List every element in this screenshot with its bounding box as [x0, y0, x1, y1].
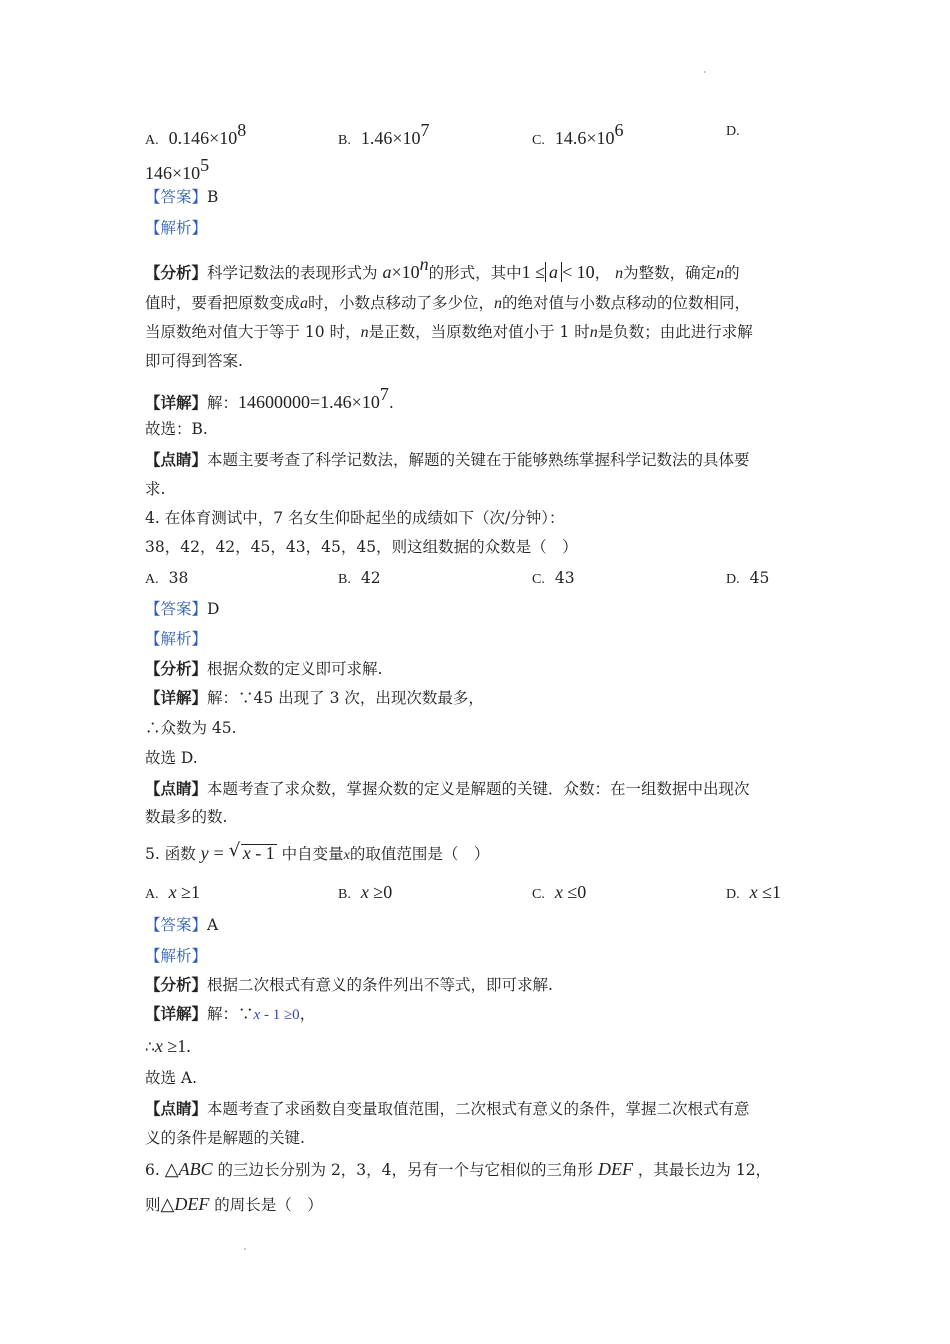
q4-option-c: C. 43: [532, 569, 575, 587]
q4-comment-line2: 数最多的数.: [145, 808, 228, 826]
q3-option-d-value: $146\times 10^5$: [145, 155, 210, 183]
q3-fenxi-line3: 当原数绝对值大于等于 10 时，n是正数，当原数绝对值小于 1 时n是负数；由此进行求解: [145, 323, 753, 341]
q5-detail: 【详解】解：∵x - 1 ≥0，: [145, 1004, 316, 1023]
page-mark: [704, 71, 706, 73]
q4-option-d: D. 45: [726, 569, 770, 587]
q3-comment-line1: 【点睛】本题主要考查了科学记数法，解题的关键在于能够熟练掌握科学记数法的具体要: [145, 450, 750, 469]
q5-choose: 故选 A.: [145, 1069, 198, 1087]
q5-stem: 5. 函数 y = √ x - 1 中自变量x的取值范围是（ ）: [145, 840, 490, 863]
q4-option-b: B. 42: [338, 569, 381, 587]
q3-choose: 故选：B.: [145, 420, 208, 438]
page-mark: [244, 1248, 246, 1250]
q5-therefore: ∴x ≥1.: [145, 1036, 191, 1056]
q3-option-a: A. $0.146\times 10^8$: [145, 120, 247, 148]
q4-fenxi: 【分析】根据众数的定义即可求解.: [145, 659, 383, 678]
q5-option-a: A. x ≥1: [145, 882, 201, 902]
q3-option-d: D.: [726, 124, 740, 139]
q5-fenxi: 【分析】根据二次根式有意义的条件列出不等式，即可求解.: [145, 975, 553, 994]
q3-option-b: B. $1.46\times 10^7$: [338, 120, 430, 148]
q4-stem-line1: 4. 在体育测试中，7 名女生仰卧起坐的成绩如下（次/分钟）：: [145, 509, 565, 527]
q4-choose: 故选 D.: [145, 749, 198, 767]
q6-stem-line1: 6. △ABC 的三边长分别为 2，3，4，另有一个与它相似的三角形 DEF ，其最长边为 12，: [145, 1159, 772, 1179]
q4-detail-line1: 【详解】解：∵45 出现了 3 次，出现次数最多，: [145, 688, 484, 707]
q3-detail: 【详解】解：$14600000=1.46\times 10^7$.: [145, 384, 394, 412]
q3-answer: 【答案】B: [145, 188, 219, 206]
q3-fenxi-line2: 值时，要看把原数变成a时，小数点移动了多少位，n的绝对值与小数点移动的位数相同，: [145, 294, 751, 312]
q5-option-c: C. x ≤0: [532, 882, 587, 902]
square-root-expression: √ x - 1: [228, 840, 275, 863]
q6-stem-line2: 则△DEF 的周长是（ ）: [145, 1194, 323, 1214]
q3-fenxi-line1: 【分析】科学记数法的表现形式为 $a\times 10^n$的形式，其中1 ≤ a < 10， n为整数，确定n的: [145, 254, 740, 282]
q5-option-b: B. x ≥0: [338, 882, 393, 902]
q4-comment-line1: 【点睛】本题考查了求众数，掌握众数的定义是解题的关键．众数：在一组数据中出现次: [145, 779, 750, 798]
q4-detail-line2: ∴众数为 45.: [145, 719, 237, 737]
q3-analysis-heading: 【解析】: [145, 219, 208, 237]
q5-comment-line1: 【点睛】本题考查了求函数自变量取值范围，二次根式有意义的条件，掌握二次根式有意: [145, 1099, 750, 1118]
q5-analysis-heading: 【解析】: [145, 947, 208, 965]
q5-answer: 【答案】A: [145, 916, 219, 934]
q4-stem-line2: 38，42，42，45，43，45，45，则这组数据的众数是（ ）: [145, 538, 578, 556]
q3-comment-line2: 求.: [145, 480, 166, 498]
q4-analysis-heading: 【解析】: [145, 630, 208, 648]
q4-answer: 【答案】D: [145, 600, 220, 618]
q5-option-d: D. x ≤1: [726, 882, 782, 902]
q4-option-a: A. 38: [145, 569, 189, 587]
q3-fenxi-line4: 即可得到答案.: [145, 352, 243, 370]
q5-comment-line2: 义的条件是解题的关键.: [145, 1129, 305, 1147]
q3-option-c: C. $14.6\times 10^6$: [532, 120, 624, 148]
